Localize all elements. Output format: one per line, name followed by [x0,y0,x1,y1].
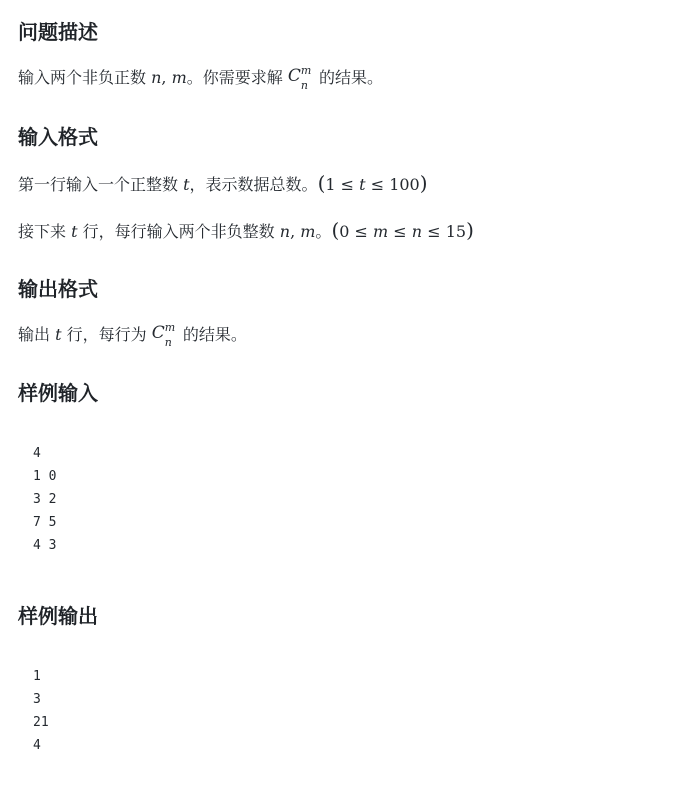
code-line: 3 [33,692,41,707]
comma: , [161,68,167,87]
sample-output-heading: 样例输出 [18,604,98,628]
period: 。 [186,68,203,87]
input-format-line-1 [18,171,428,197]
var-m: m [300,222,316,241]
constraint-close: ) [419,171,428,195]
period: 。 [315,222,332,241]
var-n: n [151,68,162,87]
problem-description-heading: 问题描述 [18,20,98,44]
constraint-var-m: m [373,222,389,241]
var-t: t [183,175,190,194]
code-line: 21 [33,715,49,730]
constraint-lo: 0 [339,222,350,241]
binomial-coefficient [151,321,178,349]
input-line2-mid: 行，每行输入两个非负整数 [82,222,275,241]
binomial-sub: n [300,79,308,92]
sample-input-heading: 样例输入 [18,381,98,405]
constraint-close: ) [466,218,474,242]
var-m: m [171,68,187,87]
output-format-heading: 输出格式 [18,277,98,301]
le-sign: ≤ [393,222,407,241]
constraint-hi: 15 [445,222,467,241]
problem-text-after: 的结果。 [319,68,384,87]
input-line1-before: 第一行输入一个正整数 [18,175,179,194]
code-line: 4 [33,738,41,753]
var-t: t [71,222,78,241]
sample-output-code[interactable] [33,665,49,757]
le-sign: ≤ [340,175,355,194]
binomial-sub: n [164,336,172,349]
problem-text-mid: 你需要求解 [202,68,283,87]
constraint-var-n: n [411,222,423,241]
code-line: 4 [33,446,41,461]
output-format-text [18,323,247,347]
code-line: 4 3 [33,538,57,553]
output-text-before: 输出 [18,325,51,344]
problem-description-text [18,66,383,90]
code-line: 3 2 [33,492,57,507]
binomial-sup: m [300,64,312,77]
output-text-mid: 行，每行为 [66,325,147,344]
problem-text-before: 输入两个非负正数 [18,68,147,87]
binomial-sup: m [164,321,176,334]
constraint-open: ( [331,218,340,242]
le-sign: ≤ [427,222,441,241]
binomial-base: C [151,323,165,343]
binomial-base: C [287,66,301,86]
input-line2-before: 接下来 [18,222,67,241]
constraint-var-t: t [359,175,366,194]
input-format-heading: 输入格式 [18,125,98,149]
le-sign: ≤ [354,222,368,241]
input-line1-after: ，表示数据总数。 [189,175,318,194]
input-format-line-2 [18,218,474,244]
comma: , [290,222,296,241]
le-sign: ≤ [370,175,385,194]
binomial-coefficient [287,64,314,92]
code-line: 1 [33,669,41,684]
output-text-after: 的结果。 [182,325,247,344]
code-line: 1 0 [33,469,57,484]
constraint-open: ( [317,171,326,195]
constraint-lo: 1 [325,175,336,194]
var-n: n [279,222,291,241]
sample-input-code[interactable] [33,442,56,557]
code-line: 7 5 [33,515,57,530]
var-t: t [55,325,62,344]
constraint-hi: 100 [389,175,420,194]
